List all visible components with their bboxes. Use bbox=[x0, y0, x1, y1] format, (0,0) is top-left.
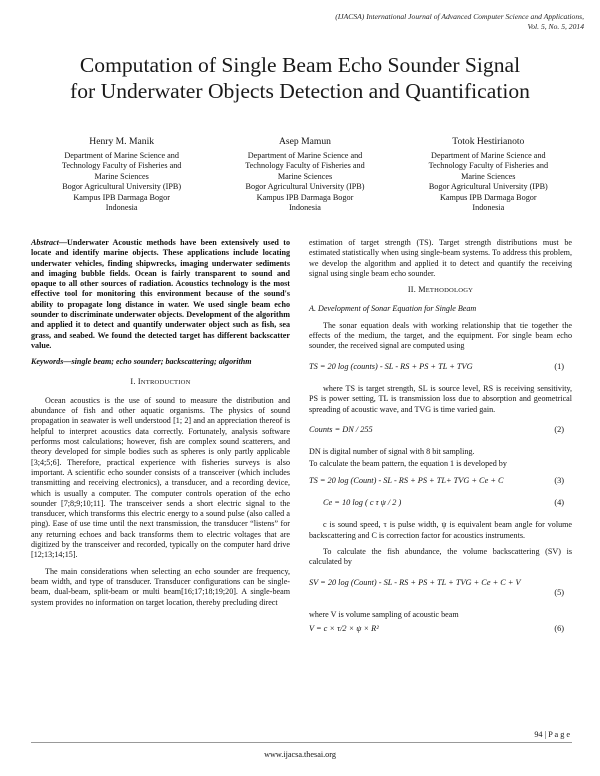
equation-number: (5) bbox=[554, 587, 564, 597]
right-column bbox=[309, 238, 572, 647]
footer-divider bbox=[31, 742, 572, 743]
section-heading-methodology bbox=[309, 285, 572, 296]
equation-2 bbox=[309, 425, 572, 435]
equation-expression: Counts = DN / 255 bbox=[309, 424, 373, 434]
subsection-heading: A. Development of Sonar Equation for Single Beam bbox=[309, 304, 477, 314]
author-dept-line1: Department of Marine Science and bbox=[247, 150, 363, 160]
author-country: Indonesia bbox=[472, 203, 505, 212]
section-initial: M bbox=[418, 285, 426, 295]
author-country: Indonesia bbox=[289, 203, 321, 212]
author-university: Bogor Agricultural University (IPB) bbox=[62, 182, 182, 191]
section-title-rest: NTRODUCTION bbox=[140, 378, 191, 386]
section-title-rest: ETHODOLOGY bbox=[425, 287, 474, 295]
keywords: Keywords—single beam; echo sounder; backscattering; algorithm bbox=[31, 357, 252, 367]
author-campus: Kampus IPB Darmaga Bogor bbox=[439, 192, 537, 202]
method-paragraph-2: where TS is target strength, SL is source level, RS is receiving sensitivity, PS is power setting, TL is transmission loss due to absorption and geometrical spreading of acoustic wave, and TVG is time varied gain. bbox=[309, 383, 572, 414]
equation-1 bbox=[309, 362, 572, 372]
journal-header bbox=[184, 12, 584, 32]
method-paragraph-1: The sonar equation deals with working relationship that tie together the effects of the medium, the target, and the equipment. For single beam echo sounder, the received signal are computed using bbox=[309, 320, 572, 351]
section-numeral: II. bbox=[407, 285, 416, 295]
abstract-text: —Underwater Acoustic methods have been extensively used to locate and identify marine objects. These applications include locating underwater vehicles, finding shipwrecks, imaging underwater sediments and imaging bubble fields. Ocean is fairly transparent to sound and opaque to all other sources of radiation. Acoustics technology is the most effective tool for monitoring this environment because of the sound's ability to propagate long distance in water. We used single beam echo sounder to discriminate underwater objects. Development of the algorithm and applied it to detect and quantify underwater object such as fish, sea grass, and seabed. We found the detected target has different backscatter value. bbox=[31, 238, 290, 350]
author-dept-line2: Technology Faculty of Fisheries and bbox=[245, 161, 365, 170]
method-paragraph-5: c is sound speed, τ is pulse width, ψ is equivalent beam angle for volume backscattering and C is correction factor for acoustics instruments. bbox=[309, 520, 572, 540]
equation-3 bbox=[309, 476, 572, 486]
method-paragraph-4: To calculate the beam pattern, the equation 1 is developed by bbox=[309, 459, 507, 469]
equation-number: (4) bbox=[554, 498, 564, 508]
equation-number: (6) bbox=[554, 624, 564, 634]
author-dept-line3: Marine Sciences bbox=[94, 171, 149, 181]
paper-title bbox=[20, 52, 580, 104]
equation-expression: TS = 20 log (counts) - SL - RS + PS + TL + TVG bbox=[309, 361, 473, 371]
author-1 bbox=[30, 137, 213, 214]
author-university: Bogor Agricultural University (IPB) bbox=[428, 182, 548, 191]
section-numeral: I. bbox=[130, 376, 136, 386]
author-dept-line2: Technology Faculty of Fisheries and bbox=[428, 161, 549, 170]
left-column bbox=[31, 238, 290, 614]
author-campus: Kampus IPB Darmaga Bogor bbox=[73, 192, 170, 202]
author-dept-line2: Technology Faculty of Fisheries and bbox=[61, 161, 182, 170]
journal-header-line2: Vol. 5, No. 5, 2014 bbox=[527, 22, 584, 31]
equation-5 bbox=[309, 578, 572, 599]
footer-url: www.ijacsa.thesai.org bbox=[264, 750, 336, 759]
abstract-lead: Abstract bbox=[31, 238, 59, 247]
section-initial: I bbox=[137, 376, 141, 386]
equation-number: (3) bbox=[554, 475, 564, 485]
author-university: Bogor Agricultural University (IPB) bbox=[245, 182, 365, 191]
author-dept-line3: Marine Sciences bbox=[461, 171, 516, 181]
author-name: Asep Mamun bbox=[279, 136, 331, 147]
equation-expression: TS = 20 log (Count) - SL - RS + PS + TL+ TVG + Ce + C bbox=[309, 475, 504, 485]
author-campus: Kampus IPB Darmaga Bogor bbox=[256, 192, 354, 202]
abstract bbox=[31, 238, 290, 351]
page-number: 94 | P a g e bbox=[534, 730, 570, 739]
author-name: Henry M. Manik bbox=[89, 136, 155, 147]
equation-expression: Ce = 10 log ( c τ ψ / 2 ) bbox=[323, 498, 402, 508]
author-dept-line1: Department of Marine Science and bbox=[431, 150, 546, 160]
author-name: Totok Hestirianoto bbox=[452, 136, 525, 147]
equation-number: (2) bbox=[554, 424, 564, 434]
method-paragraph-3: DN is digital number of signal with 8 bit sampling. bbox=[309, 447, 475, 457]
paper-title-line2: for Underwater Objects Detection and Quantification bbox=[70, 79, 530, 103]
equation-6 bbox=[309, 624, 572, 634]
author-2 bbox=[213, 137, 396, 214]
author-3 bbox=[397, 137, 580, 214]
paper-title-line1: Computation of Single Beam Echo Sounder Signal bbox=[79, 53, 521, 77]
author-country: Indonesia bbox=[105, 203, 138, 212]
journal-header-line1: (IJACSA) International Journal of Advanced Computer Science and Applications, bbox=[335, 12, 584, 21]
method-paragraph-6: To calculate the fish abundance, the volume backscattering (SV) is calculated by bbox=[309, 546, 572, 567]
section-heading-introduction bbox=[31, 377, 290, 388]
author-block bbox=[30, 137, 580, 214]
author-dept-line3: Marine Sciences bbox=[277, 171, 333, 181]
equation-expression: SV = 20 log (Count) - SL - RS + PS + TL + TVG + Ce + C + V bbox=[309, 577, 521, 587]
right-paragraph-1: estimation of target strength (TS). Target strength distributions must be estimated statistically when using single-beam systems. To address this problem, we develop the algorithm and applied it to detect and quantify the receiving signal using single beam echo sounder. bbox=[309, 238, 572, 278]
equation-number: (1) bbox=[554, 361, 564, 371]
method-paragraph-7: where V is volume sampling of acoustic beam bbox=[309, 610, 459, 620]
equation-4 bbox=[309, 498, 572, 508]
intro-paragraph-2: The main considerations when selecting an echo sounder are frequency, beam width, and type of transducer. Transducer configurations can be single-beam, dual-beam, split-beam or multi beam[16;17;18;19;20]. A single-beam system provides no information on target location, thereby precluding direct bbox=[31, 566, 290, 607]
equation-expression: V = c × τ/2 × ψ × R² bbox=[309, 624, 379, 634]
intro-paragraph-1: Ocean acoustics is the use of sound to measure the distribution and abundance of fish and other aquatic organisms. The physics of sound propagation in seawater is well understood [1; 2] and an appreciation thereof is helpful to interpret acoustics data correctly. Fortunately, analysis software performs most calculations; however, fish are complex sound scatterers, and theory developed for simple bodies such as spheres is only partly applicable [3;4;5;6]. Therefore, practical experience with fisheries surveys is also important. A scientific echo sounder consists of a transceiver (which includes transmitting and receiving electronics), a transducer, and a recording device, which is usually a computer. The computer controls operation of the echo sounder [7;8;9;10;11]. The transceiver sends a short electric signal to the transducer, which transforms this electric energy to a sound pulse (also called a ping). Ease of use time until the next transmission, the transducer “listens” for any returning echoes and back transforms them to electric voltages that are digitized by the transceiver and recorded, typically on the computer hard drive [12;13;14;15]. bbox=[31, 395, 290, 560]
author-dept-line1: Department of Marine Science and bbox=[64, 150, 179, 160]
